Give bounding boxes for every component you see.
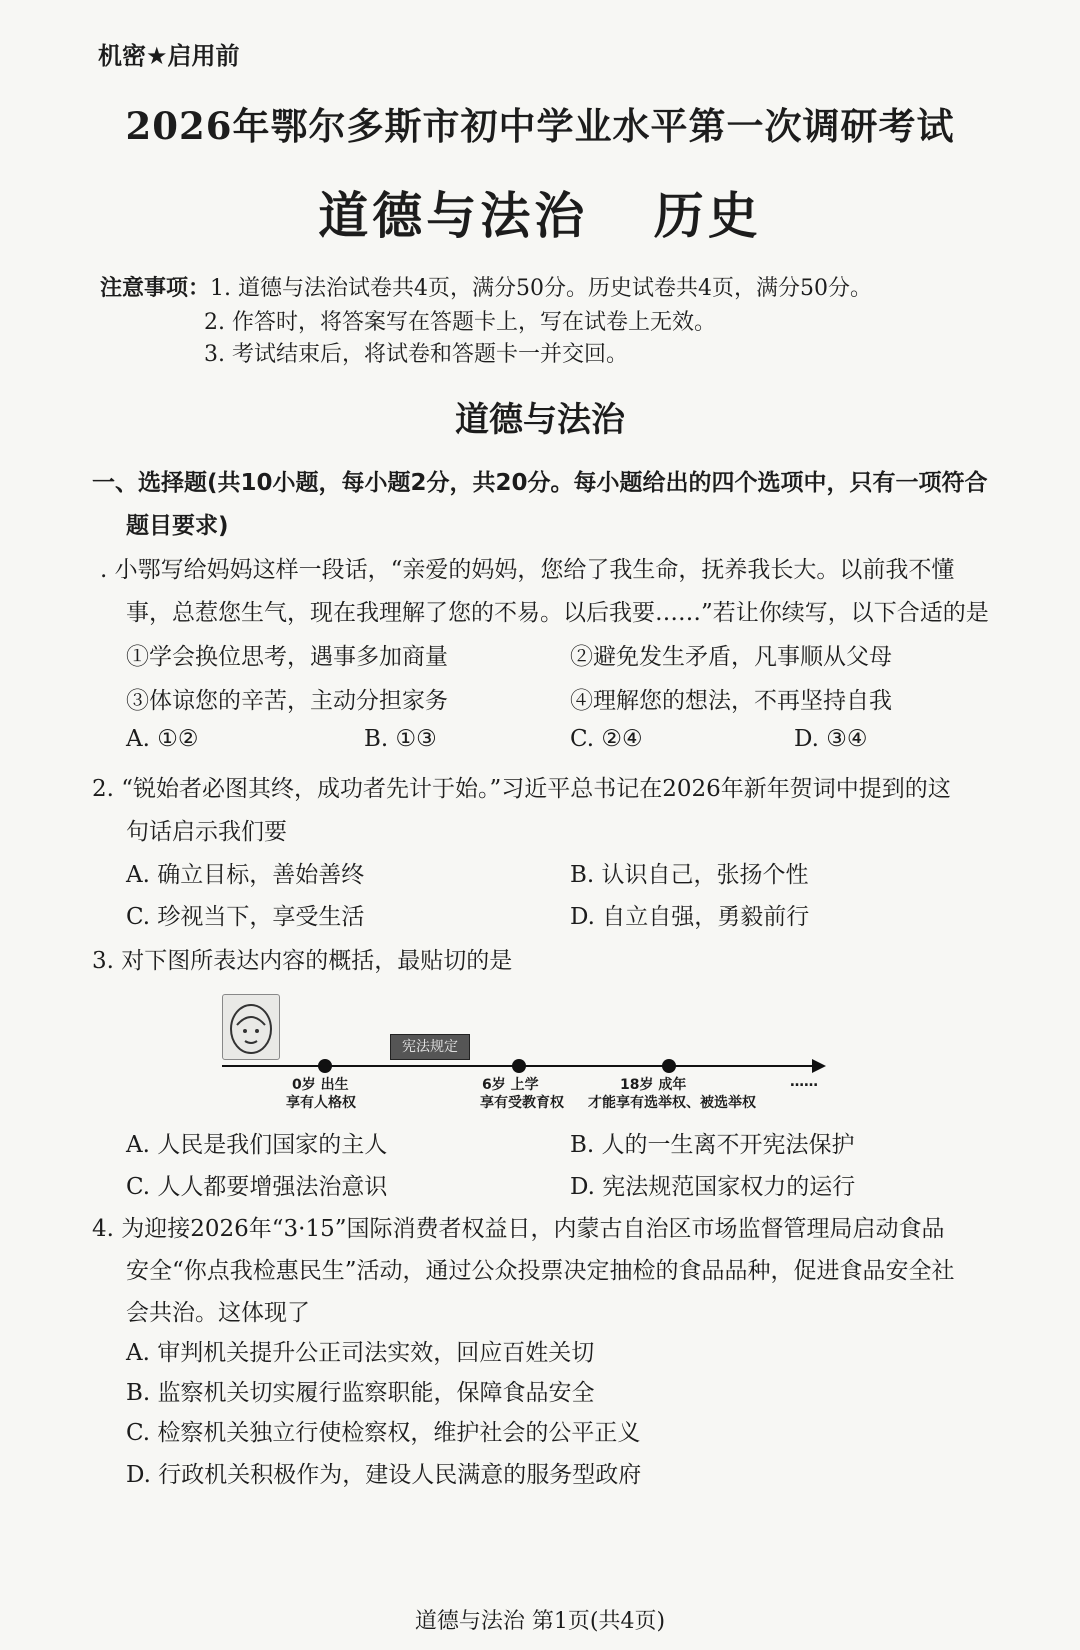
q1-option-c: C. ②④: [570, 726, 643, 752]
timeline-label-school: 6岁 上学: [482, 1077, 539, 1093]
q4-option-a: A. 审判机关提升公正司法实效，回应百姓关切: [126, 1340, 595, 1366]
q4-stem-cont: 安全“你点我检惠民生”活动，通过公众投票决定抽检的食品品种，促进食品安全社: [126, 1258, 955, 1284]
q2-option-d: D. 自立自强，勇毅前行: [570, 904, 810, 930]
subject-ethics: 道德与法治: [318, 186, 589, 245]
q3-option-b: B. 人的一生离不开宪法保护: [570, 1132, 855, 1158]
q4-stem: 4. 为迎接2026年“3·15”国际消费者权益日，内蒙古自治区市场监督管理局启动食品: [92, 1216, 945, 1242]
timeline-label-adult: 18岁 成年: [620, 1077, 687, 1093]
q1-option-a: A. ①②: [126, 726, 199, 752]
q2-option-a: A. 确立目标，善始善终: [126, 862, 365, 888]
q1-statement-2: ②避免发生矛盾，凡事顺从父母: [570, 644, 892, 670]
q1-statement-3: ③体谅您的辛苦，主动分担家务: [126, 688, 448, 714]
confidential-mark: 机密★启用前: [98, 42, 240, 70]
q2-stem-cont: 句话启示我们要: [126, 819, 287, 845]
part-heading: 一、选择题(共10小题，每小题2分，共20分。每小题给出的四个选项中，只有一项符合: [92, 470, 988, 496]
timeline-point-adult: [662, 1059, 676, 1073]
note-item: 3. 考试结束后，将试卷和答题卡一并交回。: [204, 342, 628, 367]
q3-option-d: D. 宪法规范国家权力的运行: [570, 1174, 856, 1200]
q1-option-b: B. ①③: [364, 726, 437, 752]
timeline-point-school: [512, 1059, 526, 1073]
timeline-arrow: [812, 1059, 826, 1073]
q1-stem: . 小鄂写给妈妈这样一段话，“亲爱的妈妈，您给了我生命，抚养我长大。以前我不懂: [100, 557, 955, 583]
q1-statement-1: ①学会换位思考，遇事多加商量: [126, 644, 448, 670]
q4-option-c: C. 检察机关独立行使检察权，维护社会的公平正义: [126, 1420, 641, 1446]
q4-option-d: D. 行政机关积极作为，建设人民满意的服务型政府: [126, 1462, 642, 1488]
timeline-label-birth: 0岁 出生: [292, 1077, 349, 1093]
q1-option-d: D. ③④: [794, 726, 868, 752]
page-footer: 道德与法治 第1页(共4页): [414, 1609, 666, 1634]
q3-stem: 3. 对下图所表达内容的概括，最贴切的是: [92, 948, 513, 974]
note-item: 1. 道德与法治试卷共4页，满分50分。历史试卷共4页，满分50分。: [210, 276, 872, 301]
q2-option-b: B. 认识自己，张扬个性: [570, 862, 809, 888]
q1-stem-cont: 事，总惹您生气，现在我理解了您的不易。以后我要……”若让你续写，以下合适的是: [126, 600, 989, 626]
part-heading-cont: 题目要求): [126, 513, 229, 539]
constitution-label: 宪法规定: [390, 1034, 470, 1060]
subject-history: 历史: [653, 186, 762, 245]
timeline-point-birth: [318, 1059, 332, 1073]
note-item: 2. 作答时，将答案写在答题卡上，写在试卷上无效。: [204, 310, 716, 335]
q1-statement-4: ④理解您的想法，不再坚持自我: [570, 688, 892, 714]
baby-illustration: [222, 994, 280, 1060]
timeline-right-adult: 才能享有选举权、被选举权: [588, 1095, 756, 1111]
q3-option-c: C. 人人都要增强法治意识: [126, 1174, 388, 1200]
q3-timeline-figure: [222, 990, 832, 1115]
q3-option-a: A. 人民是我们国家的主人: [126, 1132, 388, 1158]
q2-stem: 2. “锐始者必图其终，成功者先计于始。”习近平总书记在2026年新年贺词中提到的这: [92, 776, 951, 802]
q4-stem-cont: 会共治。这体现了: [126, 1300, 310, 1326]
timeline-right-birth: 享有人格权: [286, 1095, 356, 1111]
section-title: 道德与法治: [455, 400, 625, 440]
subjects-title: [0, 176, 1080, 248]
notes-label: 注意事项：: [100, 276, 211, 301]
q2-option-c: C. 珍视当下，享受生活: [126, 904, 365, 930]
exam-title: 2026年鄂尔多斯市初中学业水平第一次调研考试: [125, 104, 955, 148]
timeline-ellipsis: ……: [790, 1074, 818, 1090]
q4-option-b: B. 监察机关切实履行监察职能，保障食品安全: [126, 1380, 595, 1406]
timeline-right-school: 享有受教育权: [480, 1095, 564, 1111]
